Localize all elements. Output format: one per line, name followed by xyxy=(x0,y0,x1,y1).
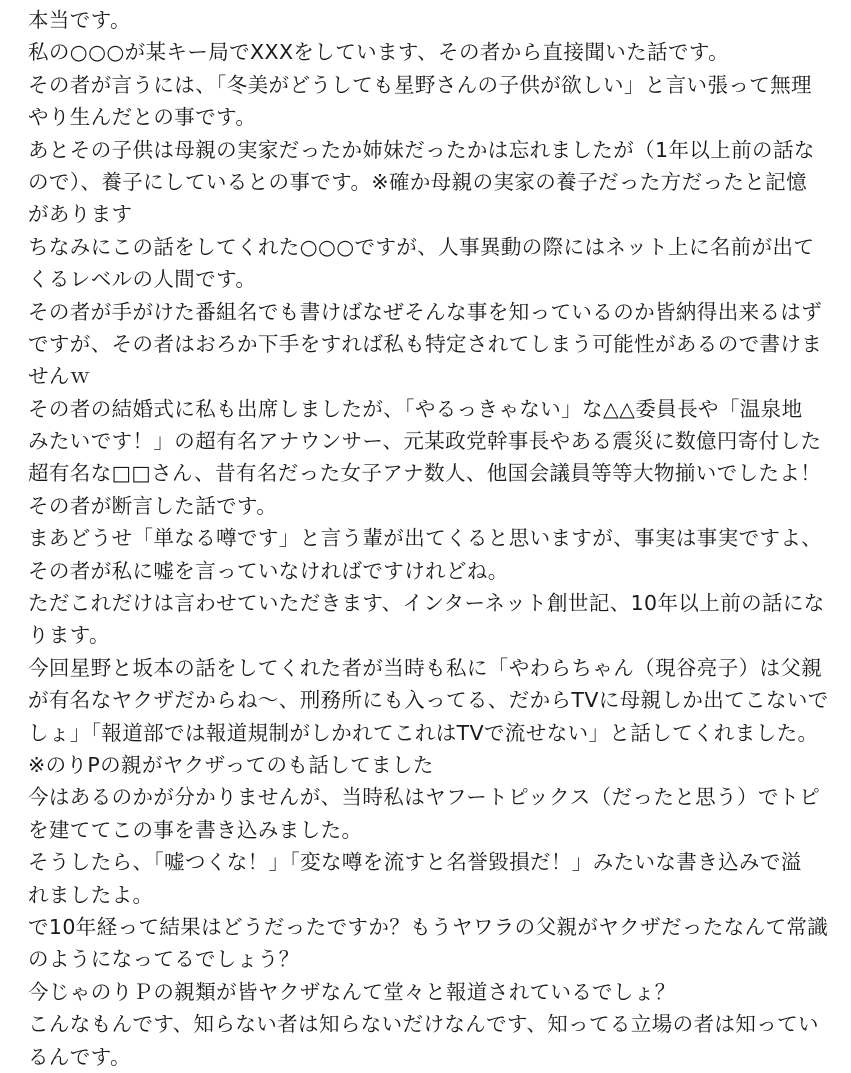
post-line: れましたよ。 xyxy=(28,882,154,907)
post-line: があります xyxy=(28,202,133,227)
post-line: せんｗ xyxy=(28,364,91,389)
post-line: のようになってるでしょう？ xyxy=(28,947,300,972)
post-line: ですが、その者はおろか下手をすれば私も特定されてしまう可能性があるので書けま xyxy=(28,331,823,356)
post-line: その者の結婚式に私も出席しましたが、「やるっきゃない」な△△委員長や「温泉地 xyxy=(28,396,803,421)
post-line: で10年経って結果はどうだったですか？もうヤワラの父親がヤクザだったなんて常識 xyxy=(28,914,829,939)
post-line: が有名なヤクザだからね〜、刑務所にも入ってる、だからTVに母親しか出てこないで xyxy=(28,688,829,713)
post-line: その者が言うには、「冬美がどうしても星野さんの子供が欲しい」と言い張って無理 xyxy=(28,72,812,97)
post-line: ※のりPの親がヤクザってのも話してました xyxy=(28,752,434,777)
post-line: みたいです！」の超有名アナウンサー、元某政党幹事長やある震災に数億円寄付した xyxy=(28,429,822,454)
post-line: 今はあるのかが分かりませんが、当時私はヤフートピックス（だったと思う）でトピ xyxy=(28,785,821,810)
post-line: くるレベルの人間です。 xyxy=(28,267,257,292)
post-line: 本当です。 xyxy=(28,8,131,32)
post-line: ので）、養子にしているとの事です。※確か母親の実家の養子だった方だったと記憶 xyxy=(28,169,807,194)
post-line: を建ててこの事を書き込みました。 xyxy=(28,817,363,842)
post-line: その者が私に嘘を言っていなければですけれどね。 xyxy=(28,558,509,583)
post-line: やり生んだとの事です。 xyxy=(28,105,257,130)
post-line: 超有名な□□さん、昔有名だった女子アナ数人、他国会議員等等大物揃いでしたよ！ xyxy=(28,461,822,486)
post-line: ちなみにこの話をしてくれた○○○ですが、人事異動の際にはネット上に名前が出て xyxy=(28,234,815,259)
post-line: るんです。 xyxy=(28,1044,131,1069)
post-line: そうしたら、「嘘つくな！」「変な噂を流すと名誉毀損だ！」みたいな書き込みで溢 xyxy=(28,850,802,875)
post-line: その者が断言した話です。 xyxy=(28,493,278,518)
post-line: あとその子供は母親の実家だったか姉妹だったかは忘れましたが（1年以上前の話な xyxy=(28,137,815,162)
post-line: 私の○○○が某キー局でXXXをしています、その者から直接聞いた話です。 xyxy=(28,40,730,65)
post-line: ただこれだけは言わせていただきます、インターネット創世記、10年以上前の話にな xyxy=(28,591,825,616)
post-line: その者が手がけた番組名でも書けばなぜそんな事を知っているのか皆納得出来るはず xyxy=(28,299,823,324)
post-line: まあどうせ「単なる噂です」と言う輩が出てくると思いますが、事実は事実ですよ、 xyxy=(28,526,823,551)
post-line: 今回星野と坂本の話をしてくれた者が当時も私に「やわらちゃん（現谷亮子）は父親 xyxy=(28,655,823,680)
post-line: 今じゃのりＰの親類が皆ヤクザなんて堂々と報道されているでしょ？ xyxy=(28,979,676,1004)
post-line: ります。 xyxy=(28,623,110,648)
post-line: しょ」「報道部では報道規制がしかれてこれはTVで流せない」と話してくれました。 xyxy=(28,720,819,745)
post-line: こんなもんです、知らない者は知らないだけなんです、知ってる立場の者は知ってい xyxy=(28,1012,819,1037)
